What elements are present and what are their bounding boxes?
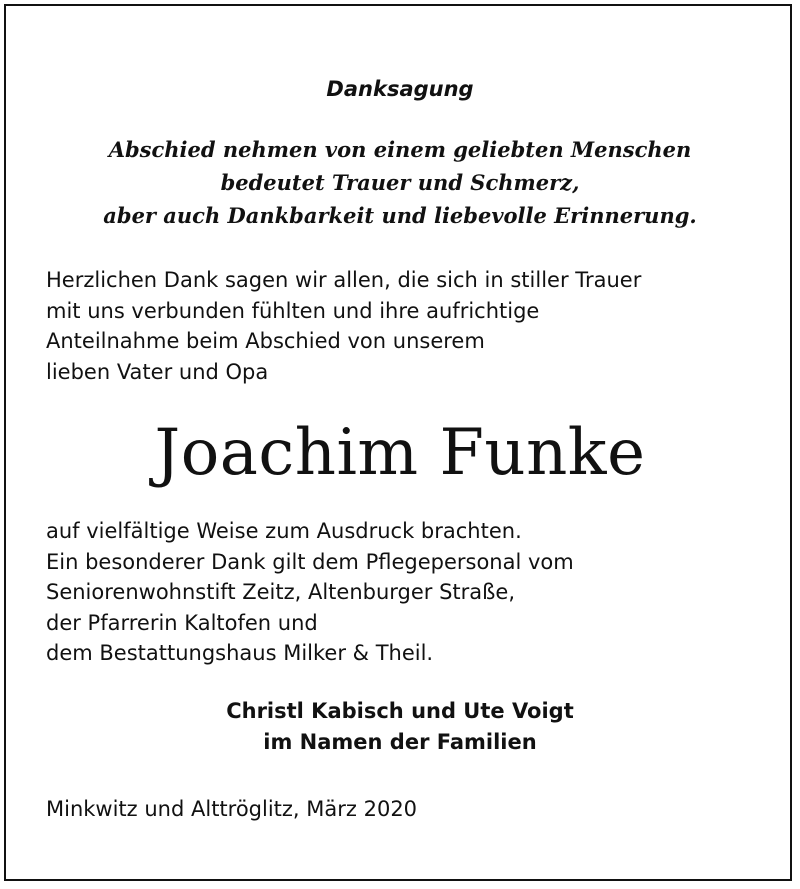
- intro-line: lieben Vater und Opa: [46, 359, 269, 384]
- place-date: Minkwitz und Alttröglitz, März 2020: [46, 797, 418, 821]
- quote-line: bedeutet Trauer und Schmerz,: [220, 170, 580, 195]
- intro-paragraph: [46, 265, 641, 387]
- quote-block: [0, 133, 800, 232]
- signature-line: im Namen der Familien: [263, 730, 537, 754]
- thanks-line: der Pfarrerin Kaltofen und: [46, 610, 318, 635]
- thanks-line: dem Bestattungshaus Milker & Theil.: [46, 641, 434, 666]
- quote-line: Abschied nehmen von einem geliebten Menschen: [108, 137, 692, 162]
- deceased-name: Joachim Funke: [154, 416, 646, 490]
- intro-line: Anteilnahme beim Abschied von unserem: [46, 329, 485, 354]
- thanks-line: auf vielfältige Weise zum Ausdruck brachten.: [46, 519, 522, 543]
- signature-line: Christl Kabisch und Ute Voigt: [226, 699, 574, 723]
- thanks-line: Seniorenwohnstift Zeitz, Altenburger Straße,: [46, 580, 515, 605]
- notice-heading: Danksagung: [326, 77, 474, 101]
- thanks-line: Ein besonderer Dank gilt dem Pflegepersonal vom: [46, 549, 574, 574]
- intro-line: Herzlichen Dank sagen wir allen, die sich in stiller Trauer: [46, 268, 642, 292]
- quote-line: aber auch Dankbarkeit und liebevolle Erinnerung.: [103, 203, 697, 228]
- signature-block: [0, 696, 800, 758]
- intro-line: mit uns verbunden fühlten und ihre aufrichtige: [46, 298, 540, 323]
- thanks-paragraph: [46, 516, 574, 669]
